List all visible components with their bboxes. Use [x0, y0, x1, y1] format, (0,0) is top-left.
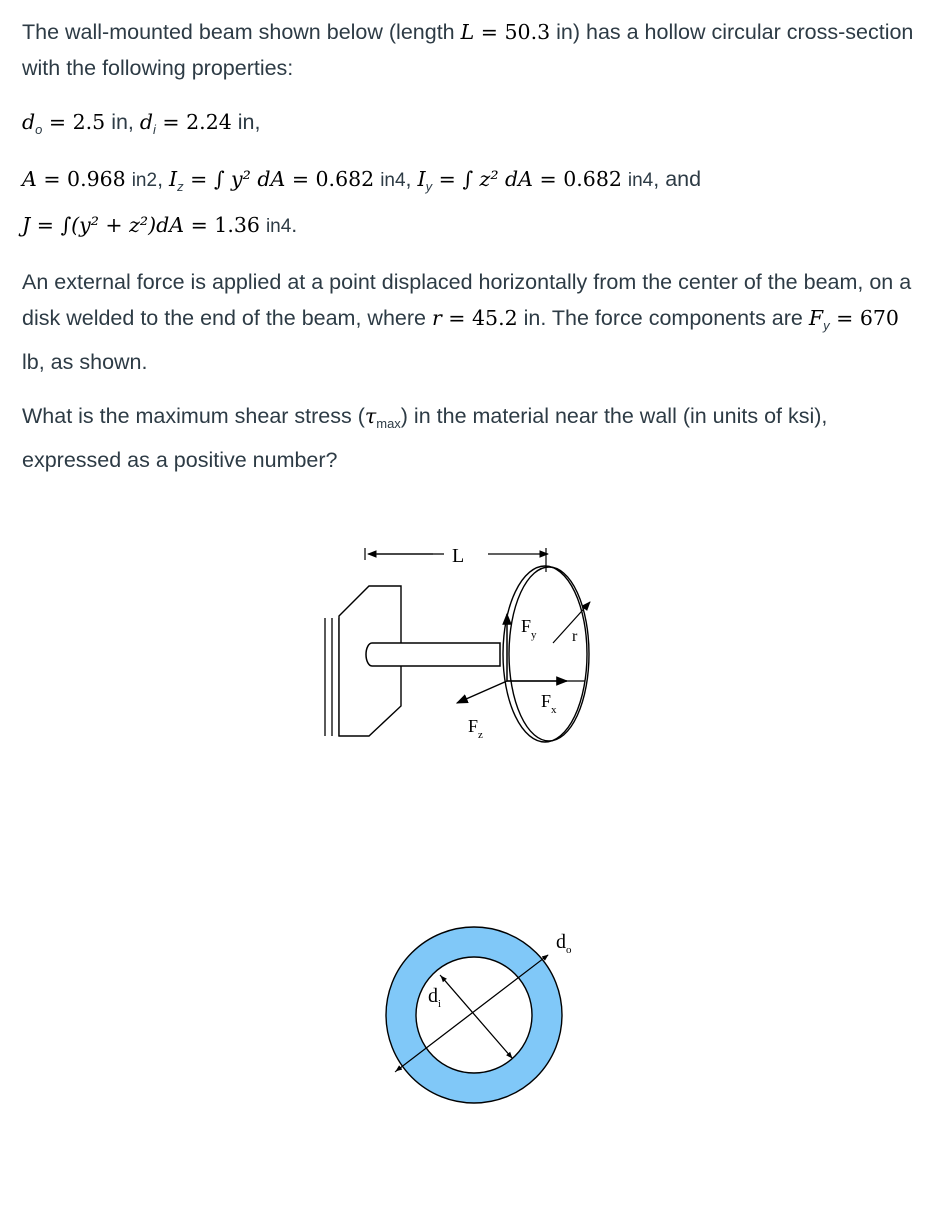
- inner-diameter-unit: in,: [231, 110, 261, 134]
- iy-value: 0.682: [563, 167, 622, 191]
- iz-subscript: z: [177, 179, 184, 194]
- iy-integral: ∫ z² dA: [462, 167, 533, 191]
- radius-label: r: [572, 628, 578, 645]
- iz-value: 0.682: [315, 167, 375, 191]
- outer-diameter-label: $d_o$: [556, 931, 572, 956]
- fz-label: $F_z$: [468, 716, 483, 741]
- inner-diameter-subscript: i: [153, 122, 156, 137]
- inner-diameter-value: 2.24: [186, 110, 232, 134]
- iy-subscript: y: [425, 179, 433, 194]
- dim-label-L: L: [452, 545, 465, 567]
- fx-label: $F_x$: [541, 691, 557, 716]
- equals-sign: =: [48, 110, 67, 134]
- tau-subscript: max: [376, 416, 401, 431]
- intro-text-a: The wall-mounted beam shown below (length: [22, 20, 461, 44]
- outer-diameter-symbol: d: [22, 110, 36, 134]
- j-symbol: J: [22, 213, 31, 237]
- force-text-a: An external force is applied at a point displaced horizontally from the center of the beam, on a disk welded to the end of the beam, where: [22, 270, 912, 330]
- iy-unit: in4: [627, 170, 654, 191]
- length-value: 50.3: [504, 20, 551, 44]
- length-symbol: L: [460, 20, 475, 44]
- area-value: 0.968: [67, 167, 126, 191]
- outer-diameter-unit: in,: [105, 110, 140, 134]
- j-integral: ∫(y² + z²)dA: [60, 213, 185, 237]
- iy-symbol: I: [417, 167, 426, 191]
- question-text-a: What is the maximum shear stress (: [22, 404, 365, 428]
- radius-symbol: r: [431, 306, 442, 330]
- radius-value: 45.2: [471, 306, 518, 330]
- inner-diameter-label: $d_i$: [428, 985, 442, 1010]
- tau-symbol: τ: [364, 404, 377, 428]
- question-text-b: ) in the material near the wall (in units of ksi), expressed as a positive number?: [22, 404, 828, 472]
- beam-body: [366, 643, 500, 666]
- iz-unit: in4: [380, 170, 406, 191]
- force-text-c: lb, as shown.: [22, 350, 148, 374]
- fy-symbol: F: [808, 306, 824, 330]
- force-text-b: in. The force components are: [517, 306, 809, 330]
- fy-subscript: y: [823, 318, 830, 333]
- force-paragraph: An external force is applied at a point displaced horizontally from the center of the beam, on a disk welded to the end of the beam, where r = 45.2 in. The force components are $F_y = 670$ lb, as shown.: [22, 270, 912, 374]
- fy-value: 670: [859, 306, 899, 330]
- area-unit: in2: [131, 170, 158, 191]
- end-disk: [503, 566, 589, 742]
- j-unit: in4: [265, 216, 292, 237]
- section-properties: A = 0.968 in2, $I_z$ = ∫ y² dA = 0.682 in4, $I_y$ = ∫ z² dA = 0.682 in4, and J = ∫(y² + z²)dA = 1.36 in4.: [22, 167, 702, 237]
- iz-symbol: I: [169, 167, 178, 191]
- area-symbol: A: [22, 167, 37, 191]
- iz-integral: ∫ y² dA: [213, 167, 286, 191]
- intro-text-b: in) has a hollow circular cross-section with the following properties:: [22, 20, 914, 80]
- and-text: , and: [653, 167, 702, 191]
- equals-sign: =: [480, 20, 498, 44]
- fz-arrow: [457, 681, 507, 703]
- inner-diameter-symbol: d: [139, 110, 153, 134]
- outer-diameter-subscript: o: [35, 122, 43, 137]
- outer-diameter-value: 2.5: [72, 110, 106, 134]
- cross-section-figure: [386, 927, 572, 1103]
- j-value: 1.36: [214, 213, 260, 237]
- fy-label: $F_y$: [521, 616, 537, 641]
- equals-sign: =: [162, 110, 180, 134]
